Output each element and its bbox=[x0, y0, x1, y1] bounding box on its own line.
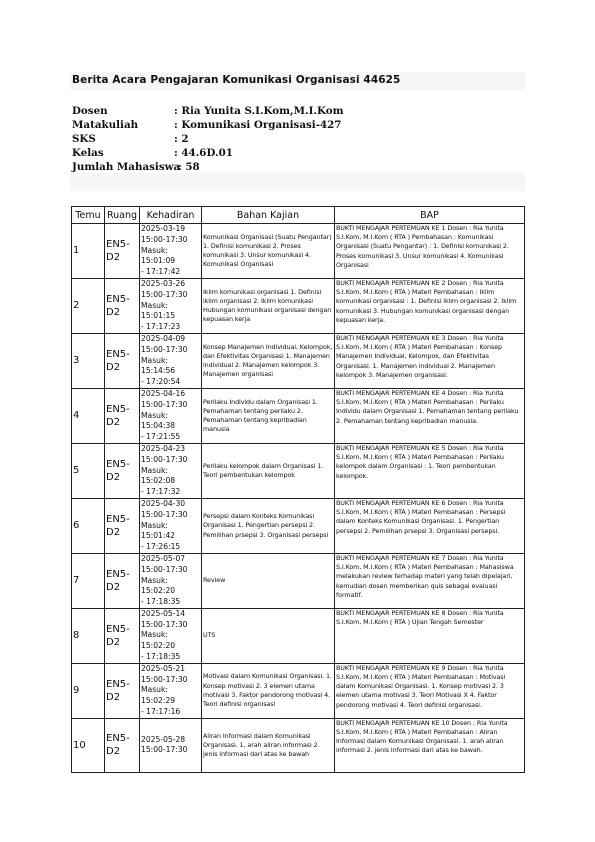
attendance-date: 2025-03-26 bbox=[141, 278, 186, 288]
table-row bbox=[72, 718, 525, 772]
info-row-dosen bbox=[72, 104, 512, 118]
table-row bbox=[72, 333, 525, 388]
room-code: EN5-D2 bbox=[106, 348, 130, 373]
cell-bahan-kajian bbox=[202, 718, 335, 772]
cell-ruang bbox=[105, 278, 140, 333]
attendance-time: 15:00-17:30 bbox=[141, 344, 188, 354]
table-row bbox=[72, 443, 525, 498]
attendance-in: Masuk: 15:14:56 bbox=[141, 355, 176, 376]
attendance-time: 15:00-17:30 bbox=[141, 234, 188, 244]
bahan-text: Perilaku kelompok dalam Organisasi 1. Teori pembentukan kelompok bbox=[203, 461, 324, 479]
cell-ruang bbox=[105, 608, 140, 663]
cell-temu bbox=[72, 718, 105, 772]
room-code: EN5-D2 bbox=[106, 623, 130, 648]
table-row bbox=[72, 278, 525, 333]
attendance-in: Masuk: 15:02:20 bbox=[141, 575, 176, 596]
cell-kehadiran bbox=[140, 663, 202, 718]
cell-bap bbox=[335, 224, 525, 279]
attendance-out: - 17:18:35 bbox=[141, 652, 181, 662]
cell-bahan-kajian bbox=[202, 224, 335, 279]
bahan-text: Review bbox=[203, 576, 226, 585]
cell-kehadiran bbox=[140, 498, 202, 553]
info-value: : 2 bbox=[174, 133, 189, 145]
cell-kehadiran bbox=[140, 553, 202, 608]
temu-number: 3 bbox=[73, 355, 80, 367]
attendance-in: Masuk: 15:02:20 bbox=[141, 630, 176, 651]
temu-number: 2 bbox=[73, 300, 80, 312]
cell-bahan-kajian bbox=[202, 608, 335, 663]
attendance-time: 15:00-17:30 bbox=[141, 564, 188, 574]
attendance-in: Masuk: 15:01:09 bbox=[141, 245, 176, 266]
cell-bahan-kajian bbox=[202, 443, 335, 498]
attendance-date: 2025-04-23 bbox=[141, 443, 186, 453]
cell-bap bbox=[335, 388, 525, 443]
temu-number: 7 bbox=[73, 575, 80, 587]
cell-temu bbox=[72, 443, 105, 498]
cell-ruang bbox=[105, 663, 140, 718]
attendance-out: - 17:21:55 bbox=[141, 432, 181, 442]
cell-temu bbox=[72, 333, 105, 388]
room-code: EN5-D2 bbox=[106, 238, 130, 263]
room-code: EN5-D2 bbox=[106, 568, 130, 593]
course-info bbox=[72, 104, 512, 174]
header-kehadiran: Kehadiran bbox=[140, 207, 202, 224]
bahan-text: Perilaku Individu dalam Organisasi 1. Pemahaman tentang perilaku 2. Pemahaman tentang kepribadian manusia bbox=[203, 397, 318, 434]
attendance-out: - 17:20:54 bbox=[141, 377, 181, 387]
bahan-text: Konsep Manajemen Individual, Kelompok, dan Efektivitas Organisasi 1. Manajemen individual 2. Manajemen kelompok 3. Manajemen organisasi bbox=[203, 342, 333, 379]
cell-ruang bbox=[105, 333, 140, 388]
table-row bbox=[72, 608, 525, 663]
attendance-in: Masuk: 15:02:29 bbox=[141, 685, 176, 706]
cell-bahan-kajian bbox=[202, 553, 335, 608]
bap-text: BUKTI MENGAJAR PERTEMUAN KE 6 Dosen : Ria Yunita S.I.Kom, M.I.Kom ( RTA ) Materi Pembahasan : Persepsi dalam Konteks Komunikasi Organisasi. 1. Pengertian persepsi 2. Pemilihan prsepsi 3. Organisasi persepsi. bbox=[336, 498, 506, 535]
cell-ruang bbox=[105, 443, 140, 498]
info-row-sks bbox=[72, 132, 512, 146]
cell-bap bbox=[335, 443, 525, 498]
cell-kehadiran bbox=[140, 333, 202, 388]
bahan-text: Iklim komunikasi organisasi 1. Definisi iklim organisasi 2. Iklim komunikasi Hubungan komunikasi organisasi dengan kepuasan kerja bbox=[203, 287, 332, 324]
cell-bap bbox=[335, 553, 525, 608]
info-label: Jumlah Mahasiswa bbox=[72, 161, 181, 173]
cell-temu bbox=[72, 224, 105, 279]
info-value: : Komunikasi Organisasi-427 bbox=[174, 119, 342, 131]
attendance-time: 15:00-17:30 bbox=[141, 745, 188, 755]
header-ruang: Ruang bbox=[105, 207, 140, 224]
bahan-text: UTS bbox=[203, 631, 216, 640]
bap-text: BUKTI MENGAJAR PERTEMUAN KE 4 Dosen : Ria Yunita S.I.Kom, M.I.Kom ( RTA ) Materi Pembahasan : Perilaku Individu dalam Organisasi 1. Pemahaman tentang perilaku 2. Pemahaman tentang kepribadian manusia. bbox=[336, 388, 519, 425]
attendance-time: 15:00-17:30 bbox=[141, 509, 188, 519]
cell-bahan-kajian bbox=[202, 388, 335, 443]
attendance-date: 2025-03-19 bbox=[141, 224, 186, 233]
info-row-matakuliah bbox=[72, 118, 512, 132]
cell-bap bbox=[335, 663, 525, 718]
header-bahan-kajian: Bahan Kajian bbox=[202, 207, 335, 224]
table-row bbox=[72, 498, 525, 553]
cell-temu bbox=[72, 608, 105, 663]
cell-bahan-kajian bbox=[202, 498, 335, 553]
info-value: : Ria Yunita S.I.Kom,M.I.Kom bbox=[174, 105, 344, 117]
cell-bahan-kajian bbox=[202, 278, 335, 333]
attendance-date: 2025-05-14 bbox=[141, 608, 186, 618]
cell-bahan-kajian bbox=[202, 333, 335, 388]
bap-text: BUKTI MENGAJAR PERTEMUAN KE 10 Dosen : Ria Yunita S.I.Kom, M.I.Kom ( RTA ) Materi Pembahasan : Aliran Informasi dalam Komunikasi Organisasi. 1. arah aliran informasi 2. jenis informasi dari atas ke bawah. bbox=[336, 718, 508, 755]
cell-ruang bbox=[105, 388, 140, 443]
cell-kehadiran bbox=[140, 278, 202, 333]
bap-text: BUKTI MENGAJAR PERTEMUAN KE 5 Dosen : Ria Yunita S.I.Kom, M.I.Kom ( RTA ) Materi Pembahasan : Perilaku kelompok dalam Organisasi : 1. Teori pembentukan kelompok. bbox=[336, 443, 504, 480]
cell-temu bbox=[72, 553, 105, 608]
table-row bbox=[72, 553, 525, 608]
table-row bbox=[72, 663, 525, 718]
room-code: EN5-D2 bbox=[106, 678, 130, 703]
temu-number: 5 bbox=[73, 465, 80, 477]
room-code: EN5-D2 bbox=[106, 403, 130, 428]
cell-bap bbox=[335, 278, 525, 333]
attendance-in: Masuk: 15:01:42 bbox=[141, 520, 176, 541]
room-code: EN5-D2 bbox=[106, 733, 130, 758]
attendance-time: 15:00-17:30 bbox=[141, 674, 188, 684]
attendance-date: 2025-05-07 bbox=[141, 553, 186, 563]
cell-bap bbox=[335, 333, 525, 388]
cell-ruang bbox=[105, 553, 140, 608]
cell-bap bbox=[335, 498, 525, 553]
attendance-date: 2025-05-21 bbox=[141, 663, 186, 673]
room-code: EN5-D2 bbox=[106, 293, 130, 318]
cell-temu bbox=[72, 278, 105, 333]
cell-ruang bbox=[105, 718, 140, 772]
bap-text: BUKTI MENGAJAR PERTEMUAN KE 3 Dosen : Ria Yunita S.I.Kom, M.I.Kom ( RTA ) Materi Pembahasan : Konsep Manajemen Individual, Kelompok, dan Efektivitas Organisasi. 1. Manajemen individual 2. Manajemen kelompok 3. Manajemen organisasi. bbox=[336, 333, 504, 379]
cell-bap bbox=[335, 608, 525, 663]
temu-number: 6 bbox=[73, 520, 80, 532]
bahan-text: Aliran Informasi dalam Komunikasi Organisasi. 1. arah aliran informasi 2. jenis informasi dari atas ke bawah bbox=[203, 731, 320, 758]
temu-number: 10 bbox=[73, 739, 86, 751]
attendance-date: 2025-04-30 bbox=[141, 498, 186, 508]
attendance-date: 2025-05-28 bbox=[141, 734, 186, 744]
cell-ruang bbox=[105, 224, 140, 279]
room-code: EN5-D2 bbox=[106, 458, 130, 483]
bap-text: BUKTI MENGAJAR PERTEMUAN KE 2 Dosen : Ria Yunita S.I.Kom, M.I.Kom ( RTA ) Materi Pembahasan : Iklim komunikasi organisasi : 1. Definisi iklim organisasi 2. Iklim komunikasi 3. Hubungan komunikasi organisasi dengan kepuasan kerja. bbox=[336, 278, 517, 324]
bap-text: BUKTI MENGAJAR PERTEMUAN KE 8 Dosen : Ria Yunita S.I.Kom, M.I.Kom ( RTA ) Ujian Tengah Semester bbox=[336, 608, 504, 627]
attendance-in: Masuk: 15:02:08 bbox=[141, 465, 176, 486]
cell-bahan-kajian bbox=[202, 663, 335, 718]
bahan-text: Komunikasi Organisasi (Suatu Pengantar) 1. Definisi komunikasi 2. Proses komunikasi 3. Unsur komunikasi 4. Komunikasi Organisasi bbox=[203, 232, 332, 269]
info-label: Matakuliah bbox=[72, 119, 139, 131]
cell-kehadiran bbox=[140, 443, 202, 498]
attendance-out: - 17:18:35 bbox=[141, 597, 181, 607]
cell-temu bbox=[72, 388, 105, 443]
info-value: : 44.6D.01 bbox=[174, 147, 233, 159]
bap-table bbox=[71, 206, 525, 773]
attendance-in: Masuk: 15:04:38 bbox=[141, 410, 176, 431]
attendance-date: 2025-04-09 bbox=[141, 333, 186, 343]
table-row bbox=[72, 224, 525, 279]
room-code: EN5-D2 bbox=[106, 513, 130, 538]
temu-number: 1 bbox=[73, 245, 80, 257]
attendance-time: 15:00-17:30 bbox=[141, 289, 188, 299]
attendance-in: Masuk: 15:01:15 bbox=[141, 300, 176, 321]
temu-number: 8 bbox=[73, 630, 80, 642]
bap-text: BUKTI MENGAJAR PERTEMUAN KE 1 Dosen : Ria Yunita S.I.Kom, M.I.Kom ( RTA ) Pembahasan : Komunikasi Organisasi (Suatu Pengantar) : 1. Definisi komunikasi 2. Proses komunikasi 3. Unsur komunikasi 4. Komunikasi Organisasi bbox=[336, 224, 509, 269]
info-label: SKS bbox=[72, 133, 96, 145]
attendance-time: 15:00-17:30 bbox=[141, 454, 188, 464]
table-row bbox=[72, 388, 525, 443]
header-temu: Temu bbox=[72, 207, 105, 224]
attendance-date: 2025-04-16 bbox=[141, 388, 186, 398]
bap-text: BUKTI MENGAJAR PERTEMUAN KE 7 Dosen : Ria Yunita S.I.Kom, M.I.Kom ( RTA ) Materi Pembahasan : Mahasiswa melakukan review terhadap materi yang telah dipelajari, kemudian dosen memberikan quis sebagai evaluasi formatif. bbox=[336, 553, 514, 599]
cell-temu bbox=[72, 498, 105, 553]
bahan-text: Persepsi dalam Konteks Komunikasi Organisasi 1. Pengertian persepsi 2. Pemilihan prsepsi 3. Organisasi persepsi bbox=[203, 512, 329, 539]
attendance-out: - 17:17:23 bbox=[141, 322, 181, 332]
page-title: Berita Acara Pengajaran Komunikasi Organisasi 44625 bbox=[72, 74, 401, 86]
info-label: Kelas bbox=[72, 147, 104, 159]
attendance-time: 15:00-17:30 bbox=[141, 619, 188, 629]
attendance-out: - 17:26:15 bbox=[141, 542, 181, 552]
attendance-out: - 17:17:32 bbox=[141, 487, 181, 497]
cell-kehadiran bbox=[140, 388, 202, 443]
attendance-out: - 17:17:16 bbox=[141, 707, 181, 717]
bahan-text: Motivasi dalam Komunikasi Organisasi. 1. Konsep motivasi 2. 3 elemen utama motivasi 3. Faktor pendorong motivasi 4. Teori definisi organisasi bbox=[203, 672, 332, 709]
info-row-jumlah bbox=[72, 160, 512, 174]
spacer-band bbox=[70, 173, 525, 191]
cell-kehadiran bbox=[140, 224, 202, 279]
info-label: Dosen bbox=[72, 105, 108, 117]
cell-bap bbox=[335, 718, 525, 772]
temu-number: 4 bbox=[73, 410, 80, 422]
info-row-kelas bbox=[72, 146, 512, 160]
table-header-row bbox=[72, 207, 525, 224]
cell-kehadiran bbox=[140, 608, 202, 663]
info-value: : 58 bbox=[178, 161, 200, 173]
header-bap: BAP bbox=[335, 207, 525, 224]
cell-ruang bbox=[105, 498, 140, 553]
temu-number: 9 bbox=[73, 685, 80, 697]
bap-text: BUKTI MENGAJAR PERTEMUAN KE 9 Dosen : Ria Yunita S.I.Kom, M.I.Kom ( RTA ) Materi Pembahasan : Motivasi dalam Komunikasi Organisasi. 1. Konsep motivasi 2. 3 elemen utama motivasi 3. Teori Motivasi X 4. Faktor pendorong motivasi 4. Teori definisi organisasi. bbox=[336, 663, 506, 709]
cell-kehadiran bbox=[140, 718, 202, 772]
attendance-time: 15:00-17:30 bbox=[141, 399, 188, 409]
cell-temu bbox=[72, 663, 105, 718]
attendance-out: - 17:17:42 bbox=[141, 267, 181, 277]
